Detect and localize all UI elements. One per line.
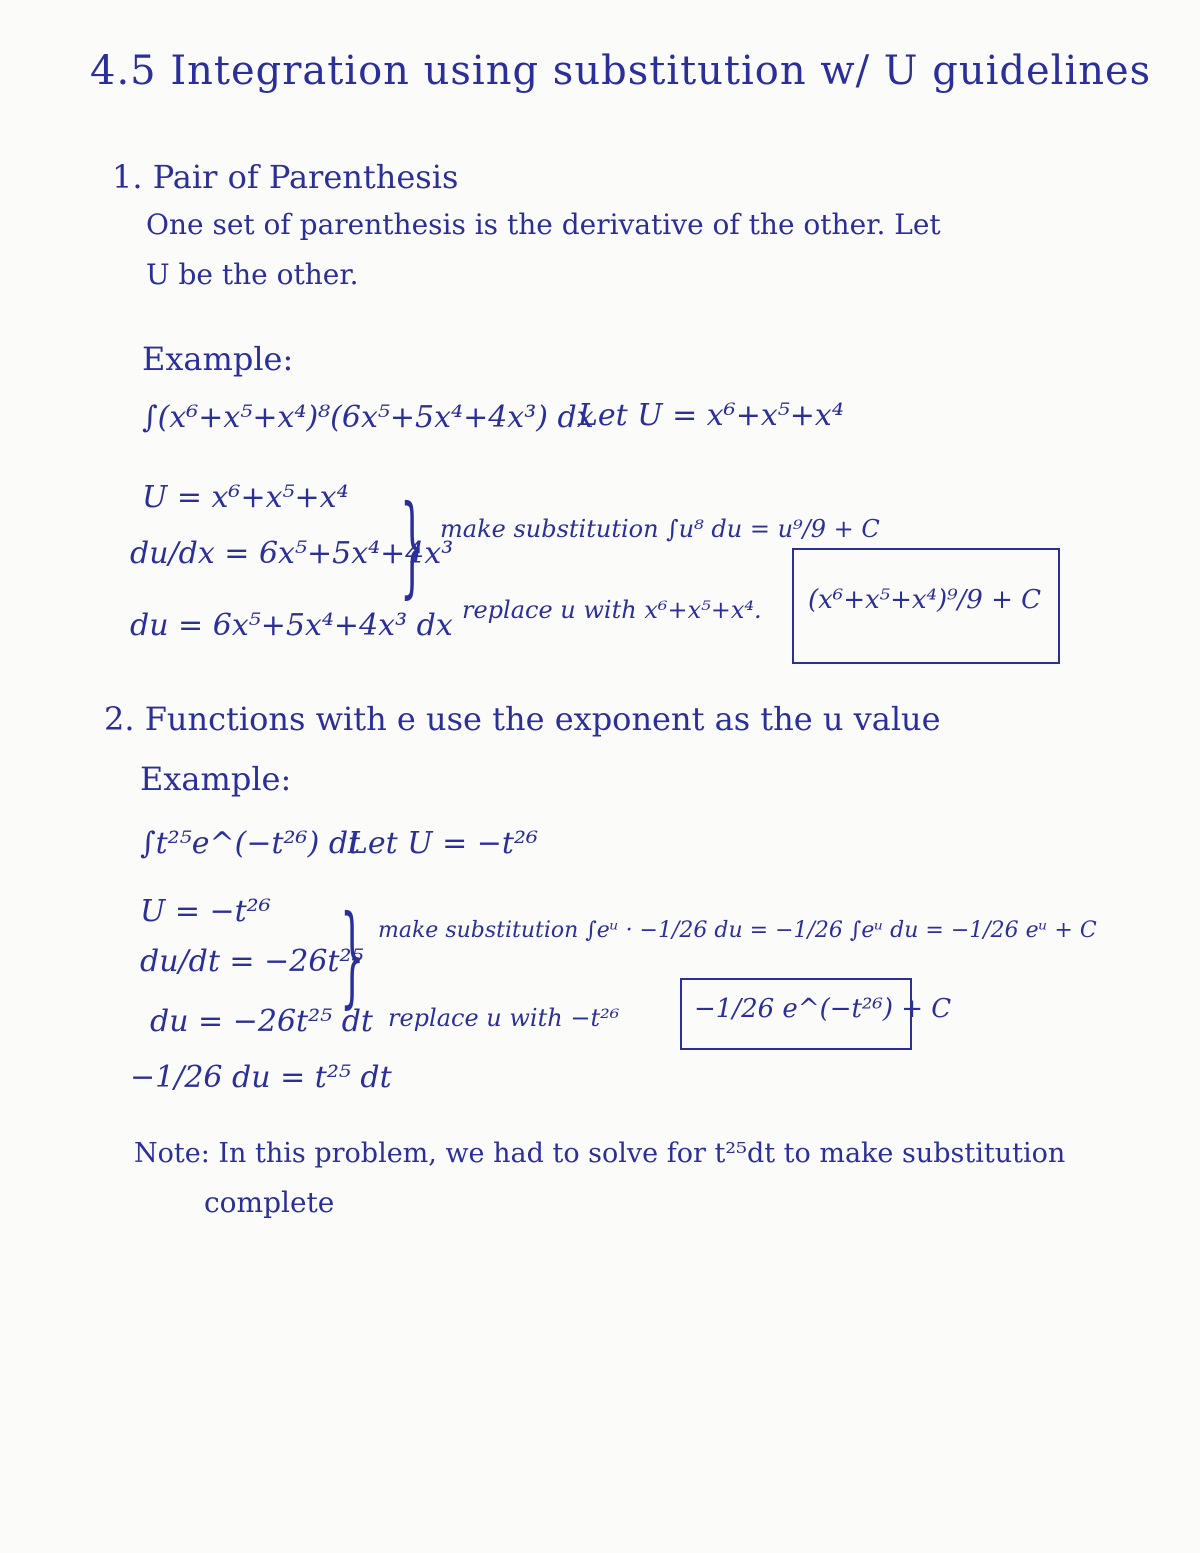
section1-u-definition: U = x⁶+x⁵+x⁴ [142,480,349,515]
section1-du: du = 6x⁵+5x⁴+4x³ dx [130,608,453,643]
section1-integral: ∫(x⁶+x⁵+x⁴)⁸(6x⁵+5x⁴+4x³) dx [142,400,594,435]
section2-du-dt: du/dt = −26t²⁵ [140,944,364,979]
section2-du: du = −26t²⁵ dt [150,1004,373,1039]
section2-integral: ∫t²⁵e^(−t²⁶) dt [140,826,361,861]
section2-brace: } [340,891,365,1019]
section2-solve: −1/26 du = t²⁵ dt [130,1060,392,1095]
section1-description-line1: One set of parenthesis is the derivative of the other. Let [146,208,941,241]
section1-answer: (x⁶+x⁵+x⁴)⁹/9 + C [808,585,1042,615]
section2-u-definition: U = −t²⁶ [140,894,271,929]
section2-let-u: Let U = −t²⁶ [348,826,539,861]
section2-replace-u: replace u with −t²⁶ [388,1004,620,1032]
section1-du-dx: du/dx = 6x⁵+5x⁴+4x³ [130,536,454,571]
section1-brace: } [400,481,425,609]
section1-heading: 1. Pair of Parenthesis [112,158,459,196]
section2-make-substitution: make substitution ∫eᵘ · −1/26 du = −1/26 ∫eᵘ du = −1/26 eᵘ + C [378,918,1097,943]
section1-make-substitution: make substitution ∫u⁸ du = u⁹/9 + C [440,515,880,543]
section1-example-label: Example: [142,340,294,378]
page-title: 4.5 Integration using substitution w/ U guidelines [90,48,1152,94]
note-line1: Note: In this problem, we had to solve for t²⁵dt to make substitution [134,1138,1066,1169]
section2-answer: −1/26 e^(−t²⁶) + C [694,994,952,1024]
section1-let-u: Let U = x⁶+x⁵+x⁴ [578,398,844,433]
section2-heading: 2. Functions with e use the exponent as the u value [104,700,941,738]
note-line2: complete [204,1186,335,1219]
section1-replace-u: replace u with x⁶+x⁵+x⁴. [462,596,762,624]
section2-example-label: Example: [140,760,292,798]
section1-description-line2: U be the other. [146,258,359,291]
